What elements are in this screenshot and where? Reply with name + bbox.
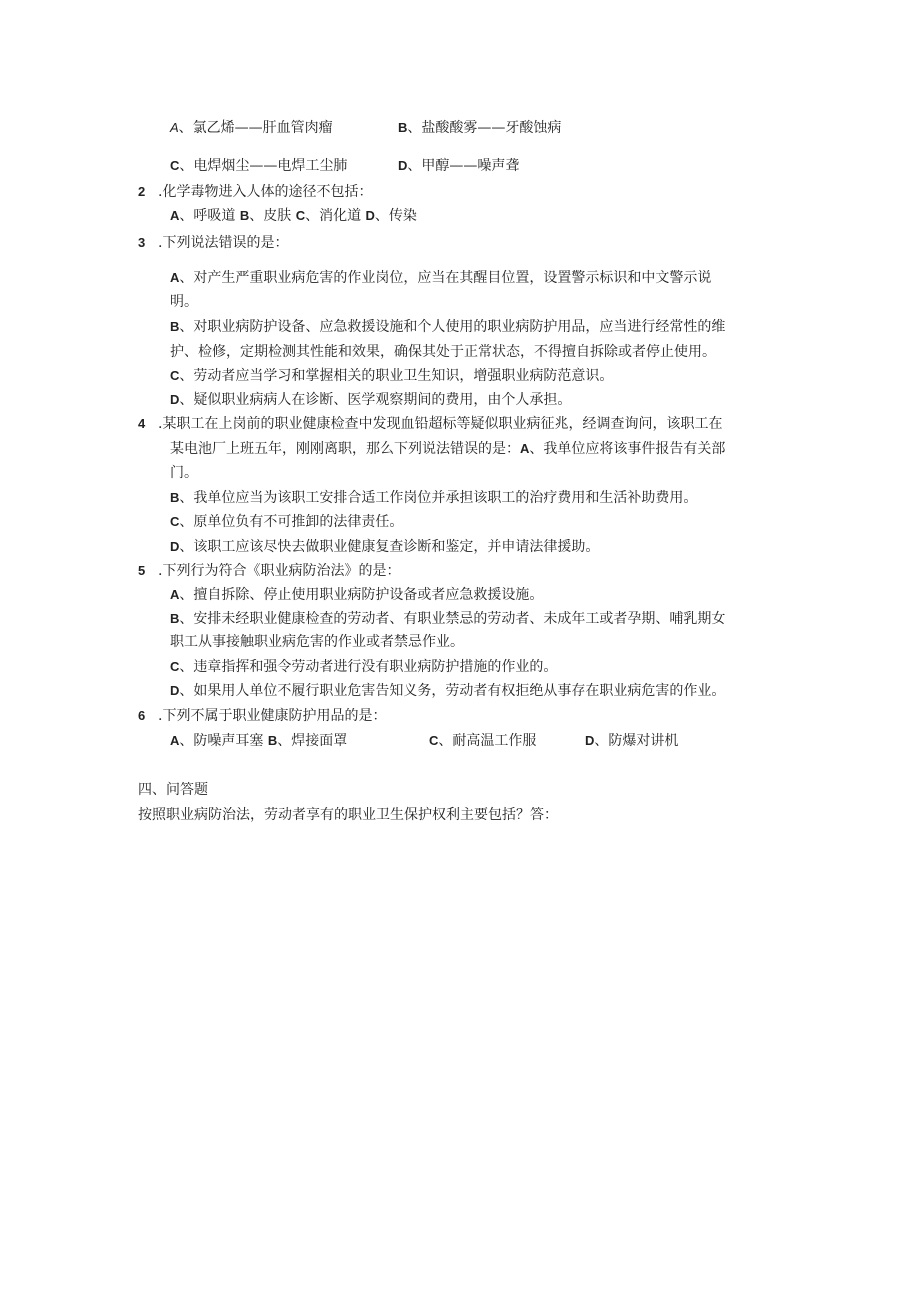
q2-options: A、呼吸道 B、皮肤 C、消化道 D、传染 bbox=[170, 208, 417, 224]
q3-option-a-line2: 明。 bbox=[170, 294, 198, 310]
q6-option-ab: A、防噪声耳塞 B、焊接面罩 bbox=[170, 733, 348, 749]
q6-number: 6 bbox=[138, 708, 146, 723]
q6-option-c: C、耐高温工作服 bbox=[429, 733, 537, 749]
q5-option-b-line1: B、安排未经职业健康检查的劳动者、有职业禁忌的劳动者、未成年工或者孕期、哺乳期女 bbox=[170, 611, 726, 627]
q4-option-a-line2: 门。 bbox=[170, 465, 198, 481]
q5-option-b-line2: 职工从事接触职业病危害的作业或者禁忌作业。 bbox=[170, 634, 464, 650]
section-heading: 四、问答题 bbox=[138, 782, 208, 798]
q4-option-b: B、我单位应当为该职工安排合适工作岗位并承担该职工的治疗费用和生活补助费用。 bbox=[170, 490, 698, 506]
q3-option-d: D、疑似职业病病人在诊断、医学观察期间的费用，由个人承担。 bbox=[170, 392, 572, 408]
q4-number: 4 bbox=[138, 416, 146, 431]
q3-number: 3 bbox=[138, 235, 146, 250]
q5-option-a: A、擅自拆除、停止使用职业病防护设备或者应急救援设施。 bbox=[170, 587, 544, 603]
q1-option-a: A、氯乙烯——肝血管肉瘤 bbox=[170, 120, 333, 136]
q3-option-a-line1: A、对产生严重职业病危害的作业岗位，应当在其醒目位置，设置警示标识和中文警示说 bbox=[170, 270, 712, 286]
q5-option-d: D、如果用人单位不履行职业危害告知义务，劳动者有权拒绝从事存在职业病危害的作业。 bbox=[170, 683, 726, 699]
q1-option-c: C、电焊烟尘——电焊工尘肺 bbox=[170, 158, 348, 174]
q3-option-c: C、劳动者应当学习和掌握相关的职业卫生知识，增强职业病防范意识。 bbox=[170, 368, 614, 384]
q4-option-d: D、该职工应该尽快去做职业健康复查诊断和鉴定，并申请法律援助。 bbox=[170, 539, 600, 555]
q6-option-d: D、防爆对讲机 bbox=[585, 733, 679, 749]
q2-stem: .化学毒物进入人体的途径不包括： bbox=[158, 184, 373, 200]
q1-option-b: B、盐酸酸雾——牙酸蚀病 bbox=[398, 120, 562, 136]
q5-option-c: C、违章指挥和强令劳动者进行没有职业病防护措施的作业的。 bbox=[170, 659, 558, 675]
q3-option-b-line2: 护、检修，定期检测其性能和效果，确保其处于正常状态，不得擅自拆除或者停止使用。 bbox=[170, 344, 716, 360]
q6-stem: .下列不属于职业健康防护用品的是： bbox=[158, 708, 387, 724]
q4-stem-line1: .某职工在上岗前的职业健康检查中发现血铅超标等疑似职业病征兆，经调查询问，该职工在 bbox=[158, 416, 723, 432]
q5-stem: .下列行为符合《职业病防治法》的是： bbox=[158, 563, 401, 579]
essay-question: 按照职业病防治法，劳动者享有的职业卫生保护权利主要包括？答： bbox=[138, 807, 558, 823]
q4-stem-line2: 某电池厂上班五年，刚刚离职，那么下列说法错误的是：A、我单位应将该事件报告有关部 bbox=[170, 441, 726, 457]
q5-number: 5 bbox=[138, 563, 146, 578]
q3-stem: .下列说法错误的是： bbox=[158, 235, 289, 251]
q1-option-d: D、甲醇——噪声聋 bbox=[398, 158, 520, 174]
q3-option-b-line1: B、对职业病防护设备、应急救援设施和个人使用的职业病防护用品，应当进行经常性的维 bbox=[170, 319, 726, 335]
q2-number: 2 bbox=[138, 184, 146, 199]
q4-option-c: C、原单位负有不可推卸的法律责任。 bbox=[170, 514, 404, 530]
